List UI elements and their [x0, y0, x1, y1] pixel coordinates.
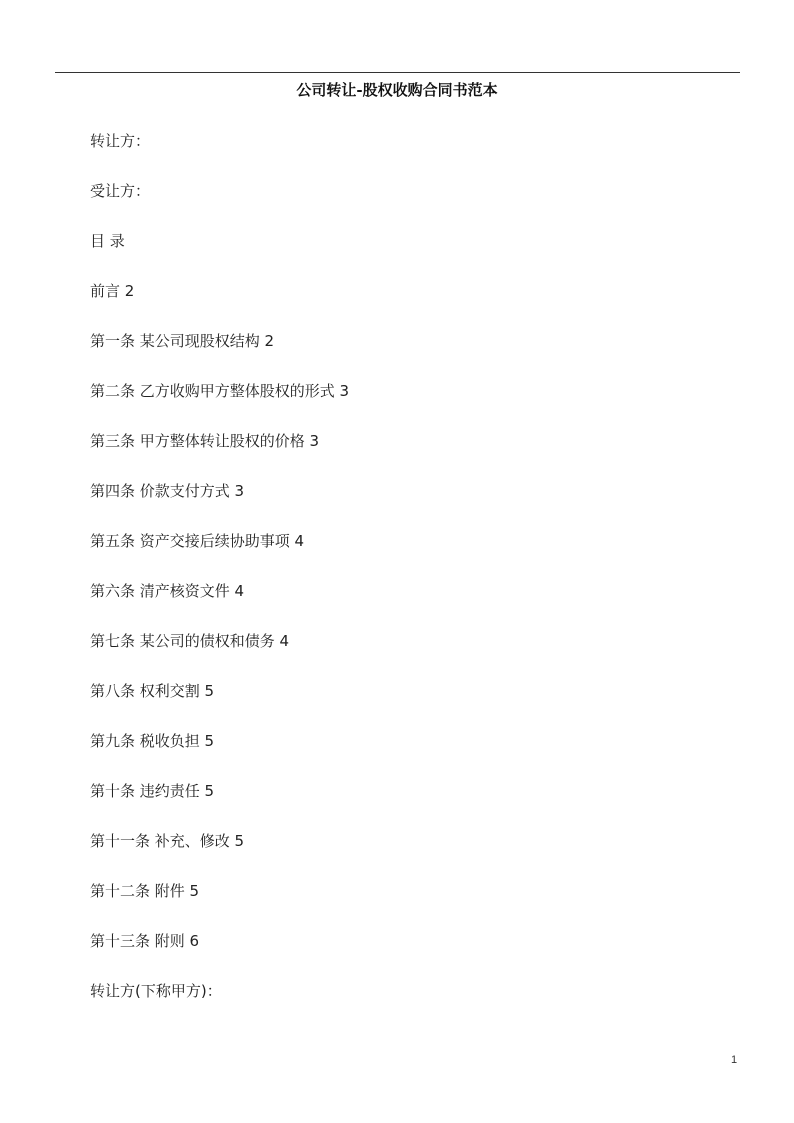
- page-number: 1: [730, 1054, 738, 1066]
- toc-item-article-13: 第十三条 附则 6: [90, 932, 200, 950]
- toc-item-preface: 前言 2: [90, 282, 135, 300]
- toc-item-article-2: 第二条 乙方收购甲方整体股权的形式 3: [90, 382, 350, 400]
- toc-item-article-3: 第三条 甲方整体转让股权的价格 3: [90, 432, 320, 450]
- toc-item-article-10: 第十条 违约责任 5: [90, 782, 215, 800]
- toc-item-article-1: 第一条 某公司现股权结构 2: [90, 332, 275, 350]
- toc-item-article-11: 第十一条 补充、修改 5: [90, 832, 245, 850]
- toc-item-article-12: 第十二条 附件 5: [90, 882, 200, 900]
- toc-item-article-4: 第四条 价款支付方式 3: [90, 482, 245, 500]
- document-body: [90, 130, 730, 1030]
- toc-item-article-8: 第八条 权利交割 5: [90, 682, 215, 700]
- toc-item-article-7: 第七条 某公司的债权和债务 4: [90, 632, 290, 650]
- transferor-line: 转让方：: [90, 132, 151, 150]
- toc-item-article-5: 第五条 资产交接后续协助事项 4: [90, 532, 305, 550]
- party-a-line: 转让方(下称甲方)：: [90, 982, 222, 1000]
- header-rule: [55, 72, 740, 73]
- toc-item-article-9: 第九条 税收负担 5: [90, 732, 215, 750]
- toc-heading: 目 录: [90, 232, 125, 250]
- toc-item-article-6: 第六条 清产核资文件 4: [90, 582, 245, 600]
- transferee-line: 受让方：: [90, 182, 151, 200]
- document-title: 公司转让-股权收购合同书范本: [296, 81, 498, 99]
